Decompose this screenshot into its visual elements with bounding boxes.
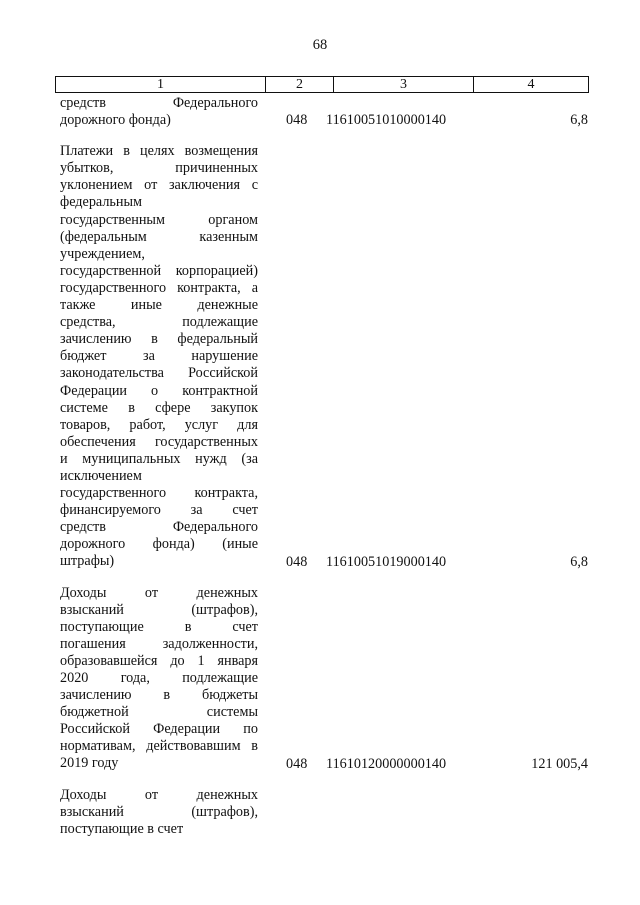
description-line: уклонением от заключения с xyxy=(60,177,258,194)
table-body xyxy=(60,95,590,838)
description-line: финансируемого за счет xyxy=(60,502,258,519)
description-line: государственной корпорацией) xyxy=(60,262,258,279)
description-line: образовавшейся до 1 января xyxy=(60,652,258,669)
table-row xyxy=(60,585,590,773)
description-line: также иные денежные xyxy=(60,297,258,314)
description-line: Доходы от денежных xyxy=(60,786,258,803)
admin-code: 048 xyxy=(286,112,308,129)
admin-code: 048 xyxy=(286,553,308,570)
description-line: учреждением, xyxy=(60,245,145,262)
description-line: обеспечения государственных xyxy=(60,433,258,450)
description-line: Российской Федерации по xyxy=(60,721,258,738)
description-line: системе в сфере закупок xyxy=(60,399,258,416)
description-line: и муниципальных нужд (за xyxy=(60,450,258,467)
row-description xyxy=(60,787,258,838)
description-line: 2019 году xyxy=(60,755,119,772)
description-line: бюджетной системы xyxy=(60,704,258,721)
description-line: средств Федерального xyxy=(60,519,258,536)
row-description xyxy=(60,143,258,570)
description-line: поступающие в счет xyxy=(60,820,184,837)
description-line: федеральным xyxy=(60,194,142,211)
description-line: средств Федерального xyxy=(60,95,258,111)
description-line: зачислению в федеральный xyxy=(60,331,258,348)
description-line: исключением xyxy=(60,467,142,484)
description-line: бюджет за нарушение xyxy=(60,348,258,365)
row-description xyxy=(60,585,258,773)
description-line: средства, подлежащие xyxy=(60,314,258,331)
header-col-1: 1 xyxy=(56,77,266,92)
table-row xyxy=(60,95,590,129)
description-line: дорожного фонда) xyxy=(60,112,171,129)
table-header xyxy=(55,76,589,93)
description-line: товаров, работ, услуг для xyxy=(60,416,258,433)
description-line: Платежи в целях возмещения xyxy=(60,143,258,160)
description-line: поступающие в счет xyxy=(60,618,258,635)
description-line: Доходы от денежных xyxy=(60,584,258,601)
header-col-2: 2 xyxy=(266,77,334,92)
description-line: взысканий (штрафов), xyxy=(60,803,258,820)
page-number: 68 xyxy=(312,37,328,53)
description-line: (федеральным казенным xyxy=(60,228,258,245)
table-row xyxy=(60,787,590,838)
description-line: 2020 года, подлежащие xyxy=(60,670,258,686)
amount-value: 121 005,4 xyxy=(531,755,588,772)
description-line: погашения задолженности, xyxy=(60,635,258,652)
description-line: Федерации о контрактной xyxy=(60,382,258,399)
description-line: государственным органом xyxy=(60,211,258,228)
description-line: законодательства Российской xyxy=(60,365,258,382)
description-line: нормативам, действовавшим в xyxy=(60,738,258,755)
kbk-code: 11610051019000140 xyxy=(326,553,447,570)
table-row xyxy=(60,143,590,570)
description-line: убытков, причиненных xyxy=(60,160,258,177)
description-line: штрафы) xyxy=(60,553,115,570)
admin-code: 048 xyxy=(286,755,308,772)
row-description xyxy=(60,95,258,129)
description-line: государственного контракта, xyxy=(60,485,258,502)
description-line: государственного контракта, а xyxy=(60,279,258,296)
description-line: зачислению в бюджеты xyxy=(60,687,258,704)
header-col-3: 3 xyxy=(334,77,474,92)
kbk-code: 11610120000000140 xyxy=(326,755,447,772)
header-col-4: 4 xyxy=(527,77,535,92)
kbk-code: 11610051010000140 xyxy=(326,112,447,129)
amount-value: 6,8 xyxy=(570,553,588,570)
description-line: дорожного фонда) (иные xyxy=(60,536,258,553)
amount-value: 6,8 xyxy=(570,112,588,129)
description-line: взысканий (штрафов), xyxy=(60,601,258,618)
